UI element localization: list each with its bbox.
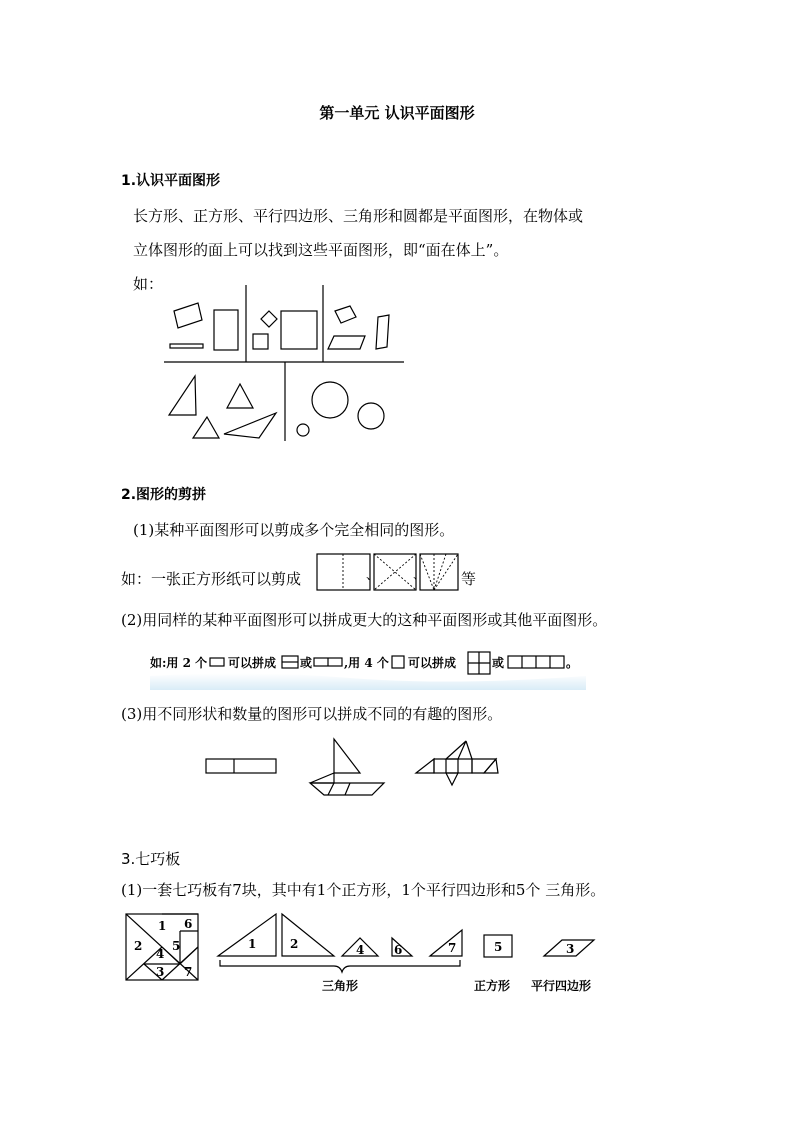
join-text-4: ,用 4 个 bbox=[344, 656, 389, 670]
piece-label-4: 4 bbox=[356, 943, 365, 957]
section-3-p1: (1)一套七巧板有7块，其中有1个正方形，1个平行四边形和5个 三角形。 bbox=[121, 881, 606, 899]
section-2-p2: (2)用同样的某种平面图形可以拼成更大的这种平面图形或其他平面图形。 bbox=[121, 611, 608, 629]
cut-separator-2: 、 bbox=[413, 568, 426, 582]
join-text-2: 可以拼成 bbox=[228, 656, 277, 670]
piece-label-3: 3 bbox=[566, 942, 575, 956]
fun-shapes-figure bbox=[200, 735, 530, 800]
join-text-6: 或 bbox=[492, 656, 505, 670]
cut-example-suffix: 等 bbox=[461, 570, 477, 588]
example-label: 如： bbox=[133, 275, 164, 293]
section-2-p3: (3)用不同形状和数量的图形可以拼成不同的有趣的图形。 bbox=[121, 705, 503, 723]
join-example-strip bbox=[150, 650, 586, 690]
join-text-7: 。 bbox=[566, 656, 579, 670]
section-3-heading: 3.七巧板 bbox=[121, 850, 181, 868]
join-text-5: 可以拼成 bbox=[408, 656, 457, 670]
tangram-num-1: 1 bbox=[158, 919, 167, 933]
cut-separator-1: 、 bbox=[366, 568, 379, 582]
tangram-num-4: 4 bbox=[156, 947, 165, 961]
cut-example-prefix: 如：一张正方形纸可以剪成 bbox=[121, 570, 302, 588]
join-text-3: 或 bbox=[300, 656, 313, 670]
tangram-num-7: 7 bbox=[184, 965, 193, 979]
tangram-num-5: 5 bbox=[172, 939, 181, 953]
tangram-num-2: 2 bbox=[134, 939, 143, 953]
square-cut-figures bbox=[316, 553, 461, 593]
piece-label-5: 5 bbox=[494, 940, 503, 954]
planar-shapes-figure bbox=[160, 283, 410, 443]
piece-label-1: 1 bbox=[248, 937, 257, 951]
section-2-p1: (1)某种平面图形可以剪成多个完全相同的图形。 bbox=[133, 521, 455, 539]
section-1-text-line1: 长方形、正方形、平行四边形、三角形和圆都是平面图形，在物体或 bbox=[133, 207, 584, 225]
piece-label-6: 6 bbox=[394, 943, 403, 957]
tangram-num-3: 3 bbox=[156, 965, 165, 979]
section-1-heading: 1.认识平面图形 bbox=[121, 173, 221, 189]
page-title: 第一单元 认识平面图形 bbox=[319, 104, 475, 122]
section-1-text-line2: 立体图形的面上可以找到这些平面图形，即“面在体上”。 bbox=[133, 241, 509, 259]
piece-label-2: 2 bbox=[290, 937, 299, 951]
caption-parallelogram: 平行四边形 bbox=[531, 979, 592, 993]
caption-triangle: 三角形 bbox=[322, 979, 359, 993]
caption-square: 正方形 bbox=[474, 979, 511, 993]
join-text-1: 如:用 2 个 bbox=[150, 656, 208, 670]
tangram-num-6: 6 bbox=[184, 917, 193, 931]
section-2-heading: 2.图形的剪拼 bbox=[121, 487, 207, 503]
piece-label-7: 7 bbox=[448, 941, 457, 955]
